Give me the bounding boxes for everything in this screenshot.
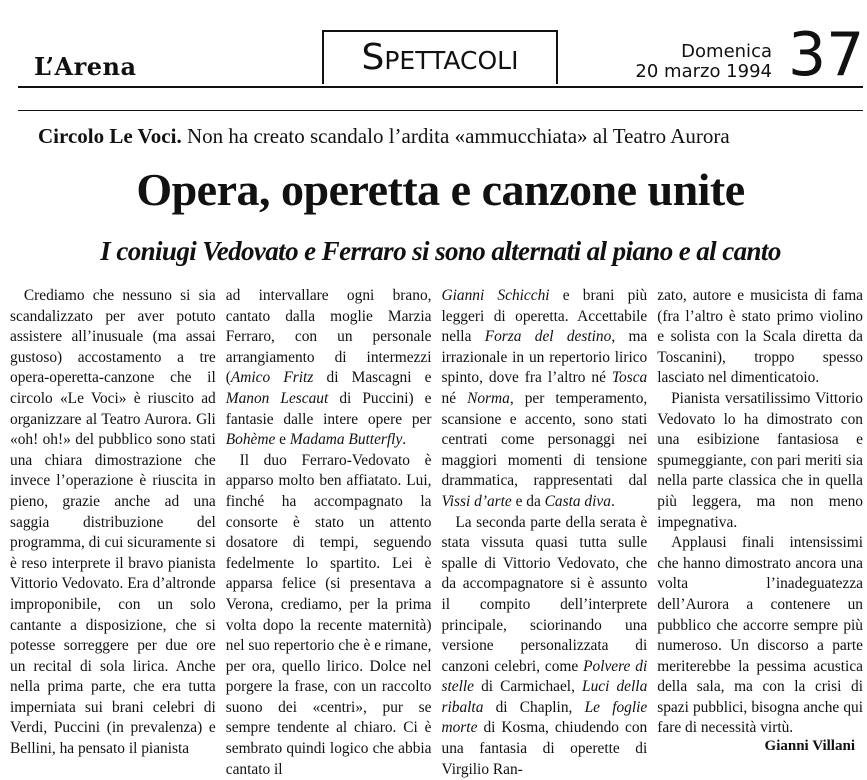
kicker-text: Non ha creato scandalo l’ardita «ammucchiata» al Teatro Aurora [181,124,730,148]
paragraph: zato, autore e musicista di fama (fra l’altro è stato primo violino e solista con la Scala diretta da Toscanini), troppo spesso lasciato nel dimenticatoio. [657,287,863,387]
page-number: 37 [788,20,865,90]
paragraph: Il duo Ferraro-Vedovato è apparso molto ben affiatato. Lui, finché ha accompagnato la consorte è stato un attento dosatore di tempi, seguendo fedelmente lo spartito. Lei è apparsa felice (si presentava a Verona, crediamo, per la prima volta dopo la recente maternità) nel suo repertorio che è e rimane, per ora, quello lirico. Dolce nel porgere la frase, con un raccolto suono dei «centri», pur se sempre tendente al chiaro. Ci è sembrato quindi logico che abbia cantato il [225,451,432,778]
section-header-box [322,30,558,84]
article-subhead: I coniugi Vedovato e Ferraro si sono alternati al piano e al canto [100,236,781,266]
article-column-2 [225,286,432,778]
issue-day: Domenica [681,41,772,62]
masthead [0,0,867,112]
paragraph: Gianni Schicchi e brani più leggeri di operetta. Accettabile nella Forza del destino, ma irrazionale in un repertorio lirico spinto, dove fra l’altro né Tosca né Norma, per temperamento, scansione e accento, sono stati centrati come personaggi nei maggiori momenti di tensione drammatica, rappresentati dal Vissi d’arte e da Casta diva. [441,287,648,510]
masthead-rule [18,86,863,88]
section-name: Spettacoli [361,37,519,78]
article-column-1 [10,286,216,758]
paragraph: Applausi finali intensissimi che hanno dimostrato ancora una volta l’inadeguatezza dell’Aurora a contenere un pubblico che accorre sempre più numeroso. Un discorso a parte meriterebbe la pessima acustica della sala, ma con la crisi di spazi pubblici, bisogna anche qui fare di necessità virtù. [657,534,863,737]
article-column-3 [441,286,648,778]
paragraph: Crediamo che nessuno si sia scandalizzato per aver potuto assistere all’inusuale (ma assai gustoso) accostamento a tre opera-operetta-canzone che il circolo «Le Voci» è riuscito ad organizzare al Teatro Aurora. Gli «oh! oh!» del pubblico sono stati una chiara dimostrazione che invece l’operazione è riuscita in pieno, grazie anche ad una saggia distribuzione del programma, di cui sicuramente si è reso interprete il bravo pianista Vittorio Vedovato. Era d’altronde improponibile, con un solo cantante a disposizione, che si potesse sorreggere per due ore un recital di sola lirica. Anche nella prima parte, che era tutta imperniata sui brani celebri di Verdi, Puccini (in prevalenza) e Bellini, ha pensato il pianista [10,287,216,758]
newspaper-name: L’Arena [34,52,137,81]
article-headline: Opera, operetta e canzone unite [136,164,745,215]
article-byline: Gianni Villani [764,738,855,754]
kicker-top-rule [18,110,863,111]
kicker-lead: Circolo Le Voci. [38,124,182,148]
paragraph: ad intervallare ogni brano, cantato dalla moglie Marzia Ferraro, con un personale arrangiamento di intermezzi (Amico Fritz di Mascagni e Manon Lescaut di Puccini) e fantasie dalle intere opere per Bohème e Madama Butterfly. [225,287,432,449]
article-column-4 [657,286,863,737]
issue-date: 20 marzo 1994 [635,61,772,82]
paragraph: Pianista versatilissimo Vittorio Vedovato lo ha dimostrato con una esibizione fantasiosa e spumeggiante, con pari meriti sia nella parte classica che in quella più leggera, ma non meno impegnativa. [657,389,863,531]
paragraph: La seconda parte della serata è stata vissuta quasi tutta sulle spalle di Vittorio Vedovato, che da accompagnatore si è assunto il compito dell’interprete principale, sciorinando una versione personalizzata di canzoni celebri, come Polvere di stelle di Carmichael, Luci della ribalta di Chaplin, Le foglie morte di Kosma, chiudendo con una fantasia di operette di Virgilio Ran- [441,513,648,778]
article-kicker [38,122,863,150]
